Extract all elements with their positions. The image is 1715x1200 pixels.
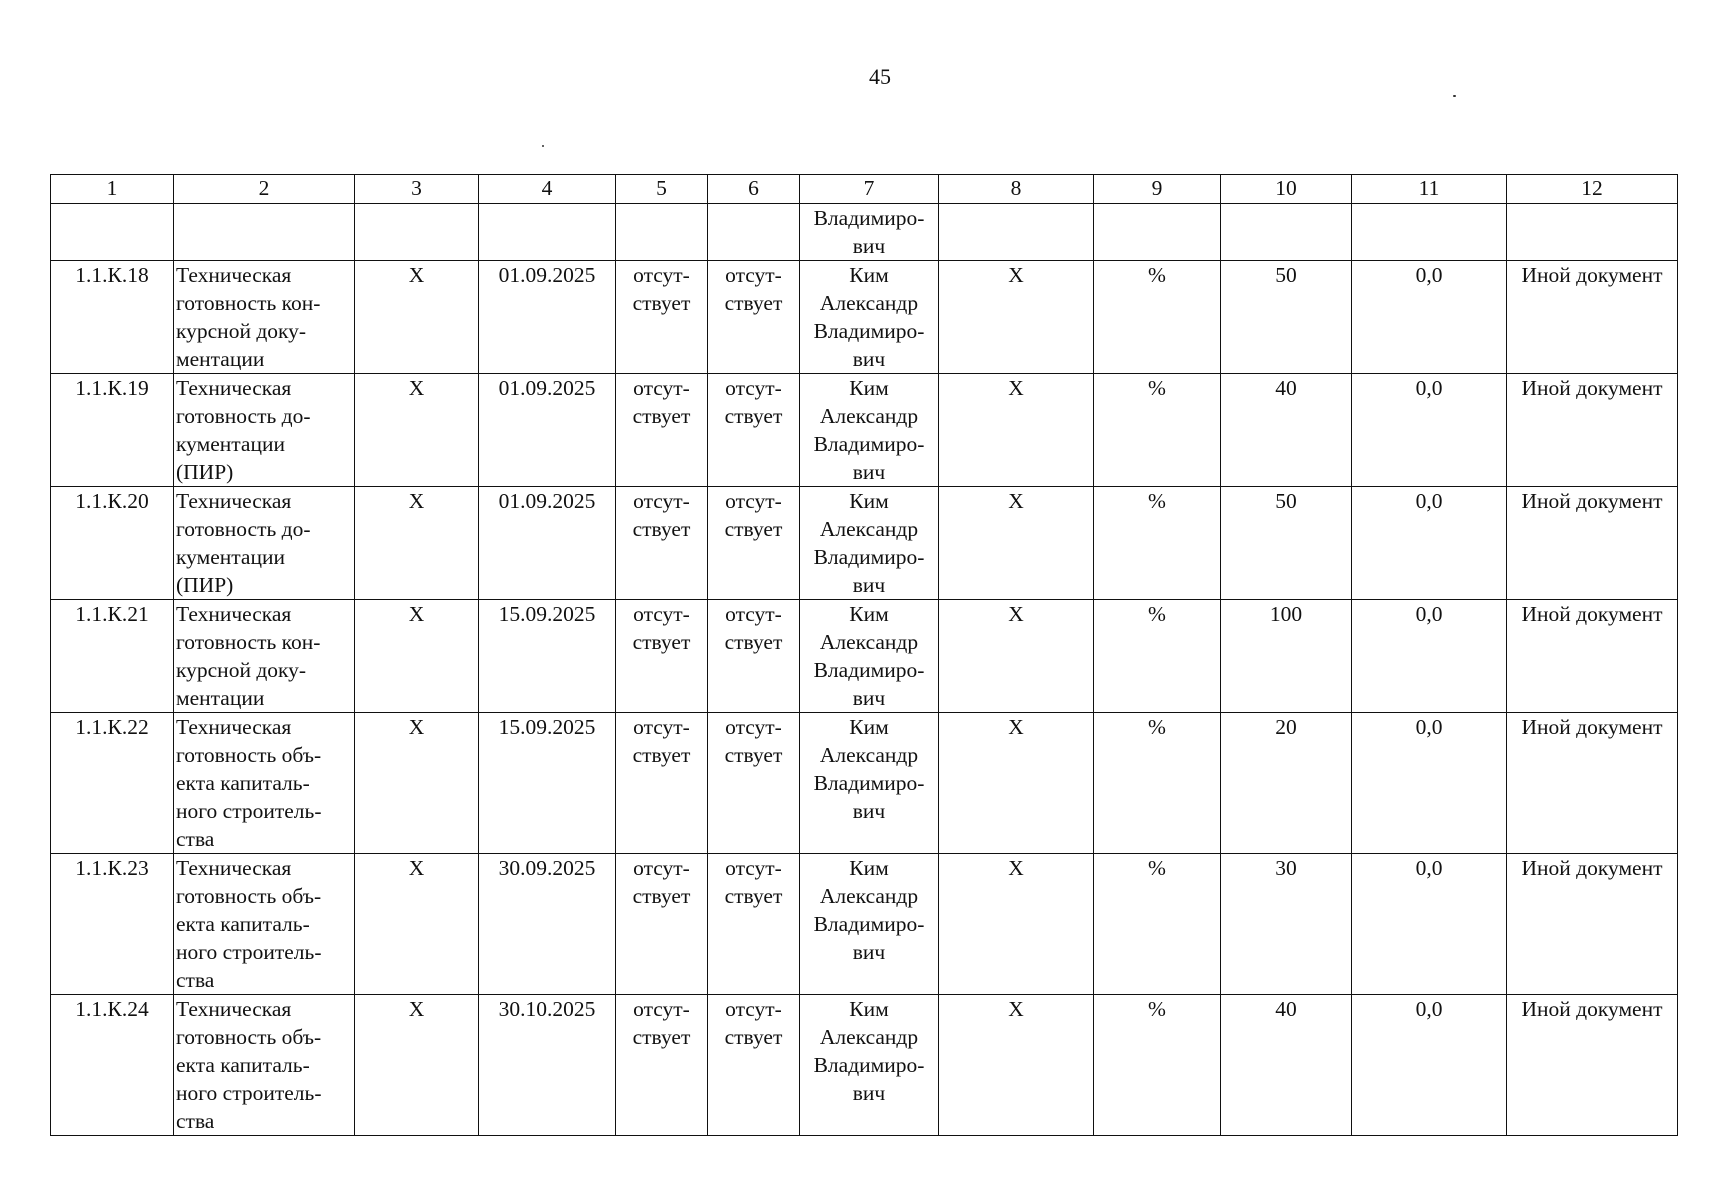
row-id-cell: 1.1.К.19 (51, 374, 174, 487)
column-header: 2 (174, 175, 355, 204)
column-number-row (51, 175, 1678, 204)
indicator-name-cell: Техническая готовность до- кументации (ПИР) (174, 487, 355, 600)
column-header: 9 (1094, 175, 1221, 204)
date-cell: 01.09.2025 (479, 374, 616, 487)
column-header: 6 (708, 175, 800, 204)
column-header: 3 (355, 175, 479, 204)
column-header: 11 (1352, 175, 1507, 204)
unit-cell: % (1094, 600, 1221, 713)
document-type-cell: Иной документ (1507, 487, 1678, 600)
table-row (51, 487, 1678, 600)
column-5-cell: отсут- ствует (616, 487, 708, 600)
responsible-cell: Ким Александр Владимиро- вич (800, 487, 939, 600)
table-row (51, 713, 1678, 854)
column-header: 8 (939, 175, 1094, 204)
row-id-cell: 1.1.К.21 (51, 600, 174, 713)
table-cell (479, 204, 616, 261)
page-number: 45 (869, 64, 891, 89)
column-11-cell: 0,0 (1352, 487, 1507, 600)
date-cell: 30.09.2025 (479, 854, 616, 995)
date-cell: 01.09.2025 (479, 487, 616, 600)
column-5-cell: отсут- ствует (616, 713, 708, 854)
column-8-cell: Х (939, 995, 1094, 1136)
scan-speck (1453, 95, 1456, 97)
column-11-cell: 0,0 (1352, 854, 1507, 995)
document-type-cell: Иной документ (1507, 995, 1678, 1136)
date-cell: 15.09.2025 (479, 600, 616, 713)
document-type-cell: Иной документ (1507, 374, 1678, 487)
table-cell (1352, 204, 1507, 261)
column-3-cell: Х (355, 374, 479, 487)
table-cell (51, 204, 174, 261)
value-cell: 100 (1221, 600, 1352, 713)
column-11-cell: 0,0 (1352, 713, 1507, 854)
unit-cell: % (1094, 261, 1221, 374)
column-5-cell: отсут- ствует (616, 854, 708, 995)
column-3-cell: Х (355, 995, 479, 1136)
column-3-cell: Х (355, 261, 479, 374)
unit-cell: % (1094, 374, 1221, 487)
table-cell (174, 204, 355, 261)
column-6-cell: отсут- ствует (708, 854, 800, 995)
date-cell: 01.09.2025 (479, 261, 616, 374)
indicator-name-cell: Техническая готовность кон- курсной доку- ментации (174, 600, 355, 713)
column-11-cell: 0,0 (1352, 995, 1507, 1136)
column-5-cell: отсут- ствует (616, 374, 708, 487)
indicator-name-cell: Техническая готовность кон- курсной доку- ментации (174, 261, 355, 374)
column-5-cell: отсут- ствует (616, 600, 708, 713)
row-id-cell: 1.1.К.23 (51, 854, 174, 995)
column-6-cell: отсут- ствует (708, 995, 800, 1136)
document-type-cell: Иной документ (1507, 261, 1678, 374)
responsible-cell: Ким Александр Владимиро- вич (800, 854, 939, 995)
responsible-cell: Ким Александр Владимиро- вич (800, 374, 939, 487)
scan-speck (542, 145, 544, 147)
column-3-cell: Х (355, 600, 479, 713)
table-cell (1094, 204, 1221, 261)
indicator-name-cell: Техническая готовность объ- екта капиталь- ного строитель- ства (174, 854, 355, 995)
table-cell (355, 204, 479, 261)
responsible-cell: Ким Александр Владимиро- вич (800, 713, 939, 854)
date-cell: 15.09.2025 (479, 713, 616, 854)
column-6-cell: отсут- ствует (708, 261, 800, 374)
column-header: 7 (800, 175, 939, 204)
value-cell: 50 (1221, 487, 1352, 600)
column-11-cell: 0,0 (1352, 374, 1507, 487)
table-row (51, 854, 1678, 995)
table-cell (1507, 204, 1678, 261)
document-type-cell: Иной документ (1507, 854, 1678, 995)
unit-cell: % (1094, 995, 1221, 1136)
value-cell: 50 (1221, 261, 1352, 374)
unit-cell: % (1094, 487, 1221, 600)
value-cell: 40 (1221, 995, 1352, 1136)
row-id-cell: 1.1.К.22 (51, 713, 174, 854)
table-cell (708, 204, 800, 261)
row-id-cell: 1.1.К.24 (51, 995, 174, 1136)
table-cell (939, 204, 1094, 261)
responsible-cell: Ким Александр Владимиро- вич (800, 995, 939, 1136)
column-8-cell: Х (939, 374, 1094, 487)
unit-cell: % (1094, 713, 1221, 854)
value-cell: 20 (1221, 713, 1352, 854)
column-6-cell: отсут- ствует (708, 713, 800, 854)
column-5-cell: отсут- ствует (616, 261, 708, 374)
column-5-cell: отсут- ствует (616, 995, 708, 1136)
document-type-cell: Иной документ (1507, 600, 1678, 713)
column-8-cell: Х (939, 854, 1094, 995)
date-cell: 30.10.2025 (479, 995, 616, 1136)
indicator-name-cell: Техническая готовность до- кументации (ПИР) (174, 374, 355, 487)
table-cell (1221, 204, 1352, 261)
column-header: 5 (616, 175, 708, 204)
row-id-cell: 1.1.К.18 (51, 261, 174, 374)
table-row (51, 374, 1678, 487)
table-cell (616, 204, 708, 261)
column-6-cell: отсут- ствует (708, 487, 800, 600)
table-row (51, 995, 1678, 1136)
column-header: 10 (1221, 175, 1352, 204)
column-header: 4 (479, 175, 616, 204)
column-3-cell: Х (355, 854, 479, 995)
column-11-cell: 0,0 (1352, 261, 1507, 374)
column-header: 12 (1507, 175, 1678, 204)
column-8-cell: Х (939, 600, 1094, 713)
responsible-cell: Ким Александр Владимиро- вич (800, 600, 939, 713)
column-11-cell: 0,0 (1352, 600, 1507, 713)
column-6-cell: отсут- ствует (708, 374, 800, 487)
value-cell: 40 (1221, 374, 1352, 487)
document-type-cell: Иной документ (1507, 713, 1678, 854)
table-row (51, 600, 1678, 713)
indicator-name-cell: Техническая готовность объ- екта капиталь- ного строитель- ства (174, 713, 355, 854)
row-id-cell: 1.1.К.20 (51, 487, 174, 600)
value-cell: 30 (1221, 854, 1352, 995)
column-8-cell: Х (939, 487, 1094, 600)
responsible-cell: Владимиро- вич (800, 204, 939, 261)
column-3-cell: Х (355, 487, 479, 600)
column-3-cell: Х (355, 713, 479, 854)
column-8-cell: Х (939, 261, 1094, 374)
table-row (51, 261, 1678, 374)
responsible-cell: Ким Александр Владимиро- вич (800, 261, 939, 374)
indicator-name-cell: Техническая готовность объ- екта капиталь- ного строитель- ства (174, 995, 355, 1136)
column-header: 1 (51, 175, 174, 204)
continuation-row (51, 204, 1678, 261)
column-8-cell: Х (939, 713, 1094, 854)
column-6-cell: отсут- ствует (708, 600, 800, 713)
unit-cell: % (1094, 854, 1221, 995)
document-table (50, 174, 1678, 1136)
